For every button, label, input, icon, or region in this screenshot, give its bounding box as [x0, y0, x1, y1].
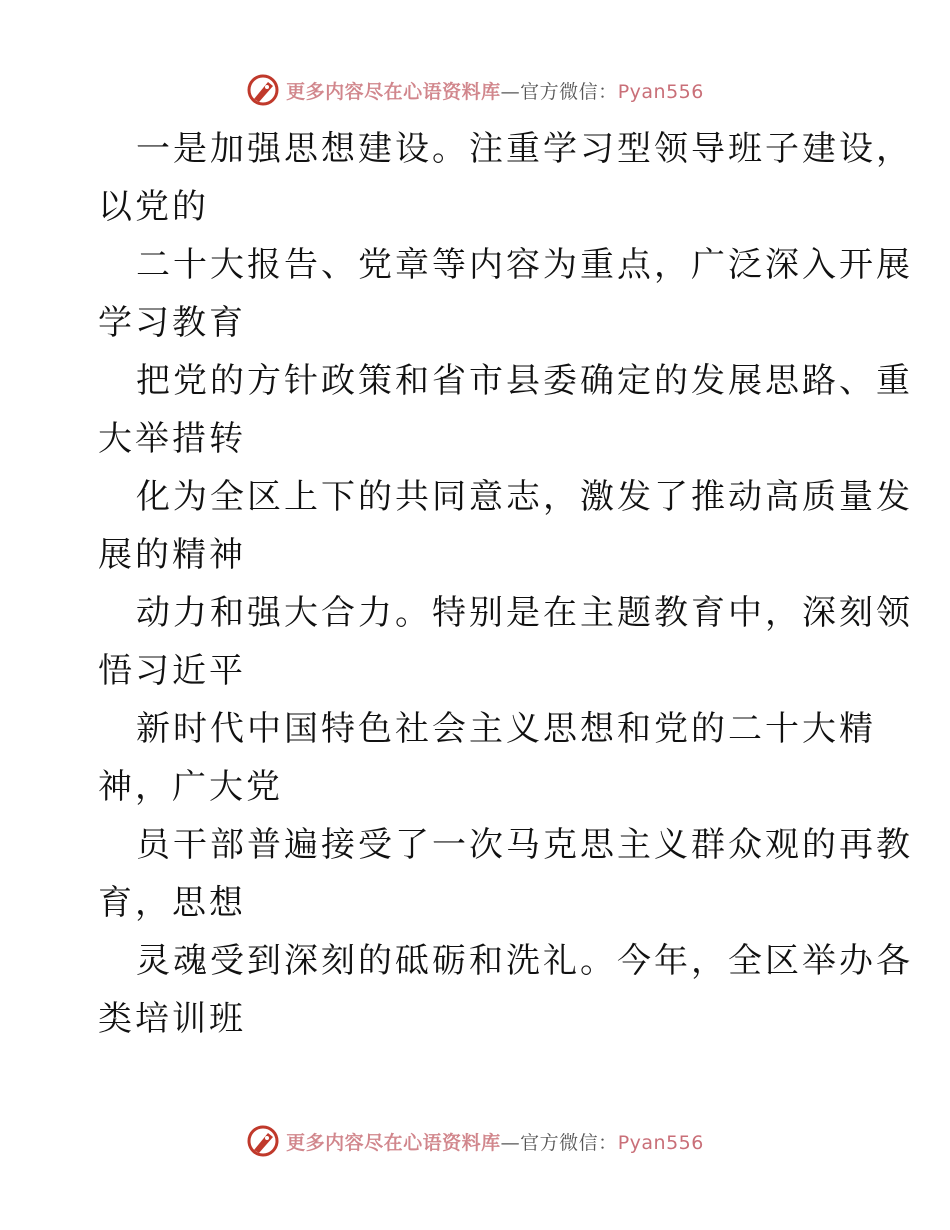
- paragraph: [98, 932, 913, 1048]
- paragraph-line: 育，思想: [98, 883, 246, 923]
- paragraph: [98, 352, 913, 468]
- paragraph-line: 一是加强思想建设。注重学习型领导班子建设，: [136, 129, 913, 169]
- paragraph-line: 员干部普遍接受了一次马克思主义群众观的再教: [136, 825, 913, 865]
- paragraph-line: 把党的方针政策和省市县委确定的发展思路、重: [136, 361, 913, 401]
- paragraph-line: 展的精神: [98, 535, 246, 575]
- paragraph: [98, 236, 913, 352]
- pen-nib-logo-icon: [246, 1124, 280, 1158]
- header-brand: 更多内容尽在心语资料库: [286, 80, 501, 103]
- header-banner: [0, 68, 950, 112]
- paragraph-line: 类培训班: [98, 999, 246, 1039]
- paragraph: [98, 468, 913, 584]
- footer-contact-label: 官方微信：: [520, 1131, 618, 1154]
- paragraph-line: 化为全区上下的共同意志，激发了推动高质量发: [136, 477, 913, 517]
- paragraph-line: 灵魂受到深刻的砥砺和洗礼。今年，全区举办各: [136, 941, 913, 981]
- paragraph-line: 大举措转: [98, 419, 246, 459]
- header-banner-text: [286, 77, 704, 104]
- footer-separator: —: [500, 1131, 521, 1154]
- paragraph-line: 悟习近平: [98, 651, 246, 691]
- paragraph: [98, 584, 913, 700]
- header-contact-value: Pyan556: [617, 80, 704, 103]
- paragraph-line: 神，广大党: [98, 767, 283, 807]
- pen-nib-logo-icon: [246, 73, 280, 107]
- footer-banner: [0, 1119, 950, 1163]
- paragraph-line: 学习教育: [98, 303, 246, 343]
- footer-brand: 更多内容尽在心语资料库: [286, 1131, 501, 1154]
- paragraph-line: 以党的: [98, 187, 209, 227]
- paragraph-line: 动力和强大合力。特别是在主题教育中，深刻领: [136, 593, 913, 633]
- header-separator: —: [500, 80, 521, 103]
- paragraph-line: 新时代中国特色社会主义思想和党的二十大精: [136, 709, 876, 749]
- header-contact-label: 官方微信：: [520, 80, 618, 103]
- paragraph: [98, 700, 876, 816]
- paragraph: [98, 816, 913, 932]
- footer-contact-value: Pyan556: [617, 1131, 704, 1154]
- document-body: [98, 120, 913, 1048]
- paragraph: [98, 120, 913, 236]
- footer-banner-text: [286, 1128, 704, 1155]
- paragraph-line: 二十大报告、党章等内容为重点，广泛深入开展: [136, 245, 913, 285]
